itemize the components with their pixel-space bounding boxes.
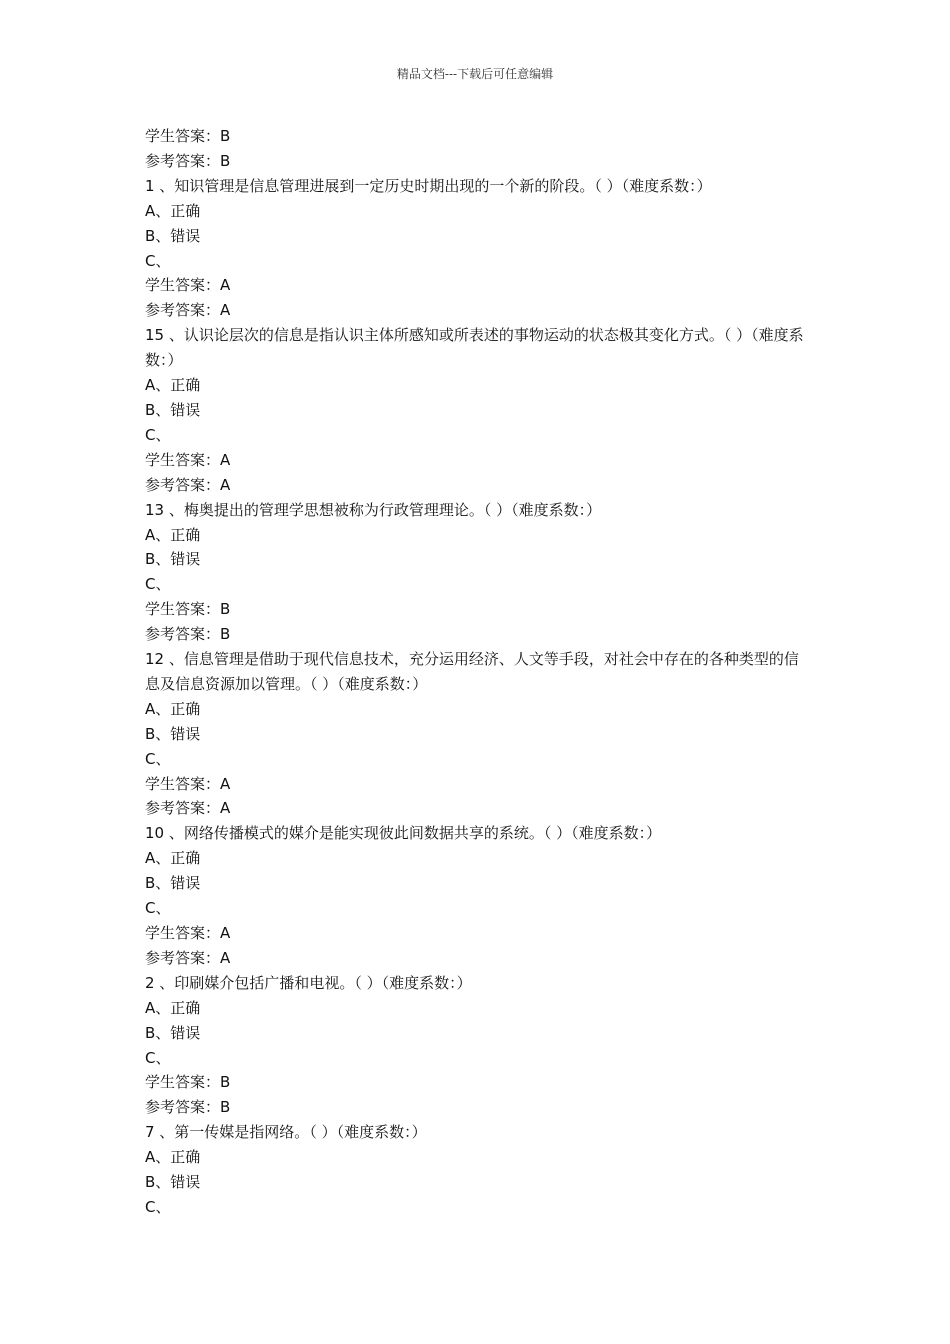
student-answer: 学生答案：A (145, 774, 231, 793)
page-header: 精品文档---下载后可任意编辑 (396, 67, 554, 81)
option-c: C、 (145, 575, 171, 594)
question-text: 1 、知识管理是信息管理进展到一定历史时期出现的一个新的阶段。（ ）（难度系数：） (145, 176, 712, 195)
option-a: A、正确 (145, 376, 201, 395)
reference-answer: 参考答案：A (145, 475, 231, 494)
question-block (145, 821, 810, 970)
question-block (145, 323, 810, 497)
option-a: A、正确 (145, 699, 201, 718)
question-block (145, 647, 810, 821)
student-answer: 学生答案：B (145, 127, 231, 145)
question-text: 12 、信息管理是借助于现代信息技术，充分运用经济、人文等手段，对社会中存在的各种类型的信息及信息资源加以管理。（ ）（难度系数：） (145, 650, 799, 693)
option-a: A、正确 (145, 998, 201, 1017)
option-b: B、错误 (145, 226, 201, 245)
option-c: C、 (145, 1197, 171, 1216)
reference-answer: 参考答案：A (145, 799, 231, 818)
option-a: A、正确 (145, 1148, 201, 1167)
question-text: 7 、第一传媒是指网络。（ ）（难度系数：） (145, 1123, 427, 1142)
question-text: 13 、梅奥提出的管理学思想被称为行政管理理论。（ ）（难度系数：） (145, 500, 602, 519)
question-block (145, 971, 810, 1120)
question-block (145, 174, 810, 323)
question-block (145, 498, 810, 647)
option-b: B、错误 (145, 1023, 201, 1042)
option-c: C、 (145, 1048, 171, 1067)
question-text: 2 、印刷媒介包括广播和电视。（ ）（难度系数：） (145, 973, 472, 992)
student-answer: 学生答案：A (145, 276, 231, 295)
option-c: C、 (145, 425, 171, 444)
reference-answer: 参考答案：B (145, 1098, 231, 1117)
option-b: B、错误 (145, 724, 201, 743)
reference-answer: 参考答案：B (145, 151, 231, 170)
option-c: C、 (145, 251, 171, 270)
option-a: A、正确 (145, 525, 201, 544)
student-answer: 学生答案：B (145, 1073, 231, 1092)
option-c: C、 (145, 749, 171, 768)
option-a: A、正确 (145, 201, 201, 220)
question-text: 15 、认识论层次的信息是指认识主体所感知或所表述的事物运动的状态极其变化方式。（ ）（难度系数：） (145, 326, 804, 370)
option-b: B、错误 (145, 400, 201, 419)
reference-answer: 参考答案：B (145, 625, 231, 644)
reference-answer: 参考答案：A (145, 301, 231, 320)
option-c: C、 (145, 899, 171, 918)
reference-answer: 参考答案：A (145, 948, 231, 967)
option-b: B、错误 (145, 550, 201, 569)
option-a: A、正确 (145, 849, 201, 868)
student-answer: 学生答案：A (145, 924, 231, 942)
option-b: B、错误 (145, 1173, 201, 1192)
option-b: B、错误 (145, 874, 201, 893)
question-text: 10 、网络传播模式的媒介是能实现彼此间数据共享的系统。（ ）（难度系数：） (145, 824, 662, 843)
question-block (145, 1120, 810, 1220)
student-answer: 学生答案：A (145, 450, 231, 469)
student-answer: 学生答案：B (145, 600, 231, 619)
question-list (145, 124, 810, 1220)
